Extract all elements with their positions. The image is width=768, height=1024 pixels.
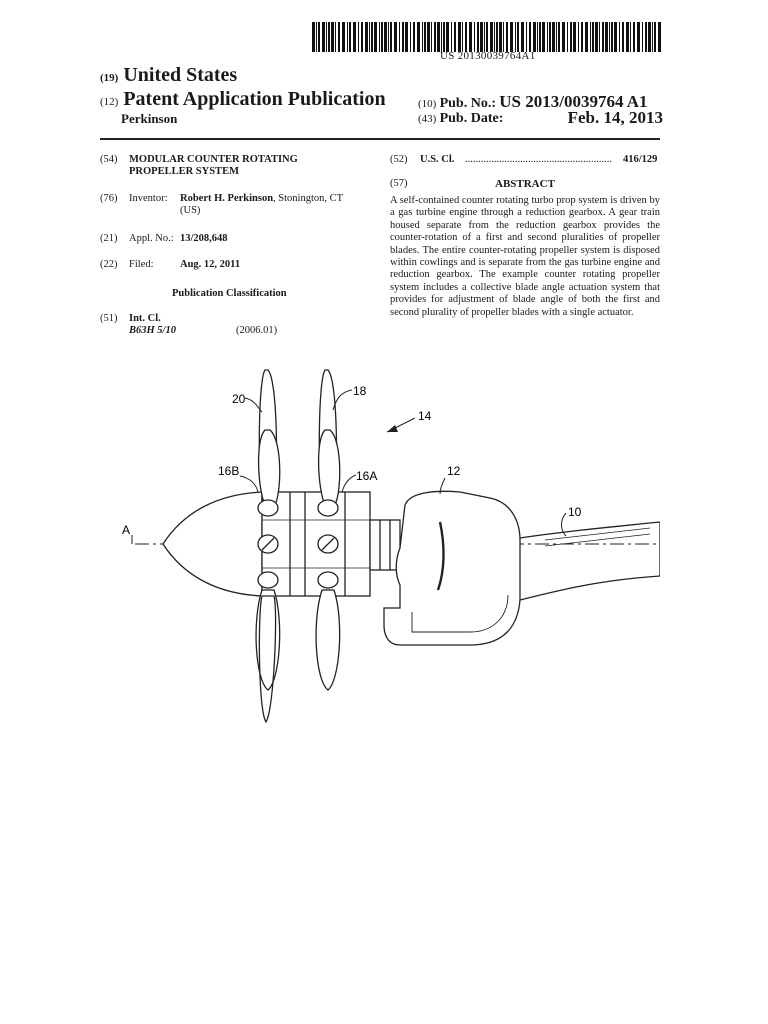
label-16B: 16B [218,464,240,478]
barcode-bar [402,22,404,52]
barcode-bar [658,22,661,52]
barcode-bar [484,22,485,52]
barcode-bar [619,22,620,52]
barcode-bar [342,22,345,52]
barcode-bar [338,22,340,52]
label-10: 10 [568,505,582,519]
barcode-bar [537,22,538,52]
barcode-bar [645,22,647,52]
pubno-value: US 2013/0039764 A1 [499,92,648,111]
barcode-bar [605,22,608,52]
barcode-bar [312,22,315,52]
barcode-bar [630,22,631,52]
barcode-bar [486,22,488,52]
barcode [312,22,662,52]
title-line-2: PROPELLER SYSTEM [129,166,239,177]
barcode-bar [384,22,387,52]
title-code: (54) [100,154,118,165]
barcode-bar [562,22,565,52]
inventor-code: (76) [100,193,118,204]
barcode-bar [326,22,327,52]
barcode-bar [437,22,440,52]
uscl-code: (52) [390,154,408,165]
author: Perkinson [121,111,178,126]
barcode-bar [542,22,545,52]
barcode-bar [458,22,461,52]
barcode-bar [480,22,483,52]
barcode-bar [549,22,551,52]
barcode-bar [642,22,643,52]
barcode-bar [405,22,408,52]
label-14: 14 [418,409,432,423]
barcode-bar [654,22,656,52]
uscl-dots: ........................................................ [465,154,612,165]
barcode-bar [388,22,389,52]
barcode-bar [394,22,397,52]
barcode-bar [441,22,442,52]
header-divider [100,138,660,140]
inventor-name: Robert H. Perkinson [180,193,274,204]
barcode-bar [592,22,594,52]
barcode-bar [361,22,363,52]
barcode-bar [417,22,420,52]
barcode-bar [599,22,600,52]
barcode-bar [413,22,415,52]
barcode-bar [443,22,445,52]
barcode-bar [626,22,629,52]
appl-label: Appl. No.: [129,233,174,244]
inventor-line [180,193,343,205]
barcode-bar [427,22,430,52]
intcl-year: (2006.01) [236,325,278,336]
barcode-bar [614,22,617,52]
barcode-bar [469,22,472,52]
filed-value: Aug. 12, 2011 [180,259,241,270]
barcode-bar [570,22,572,52]
pubdate-label: Pub. Date: [439,111,504,126]
filed-code: (22) [100,259,118,270]
barcode-bar [611,22,613,52]
barcode-bar [422,22,423,52]
barcode-bar [652,22,653,52]
barcode-bar [539,22,541,52]
barcode-bar [648,22,651,52]
intcl-label: Int. Cl. [129,313,161,324]
barcode-bar [533,22,536,52]
pubno-code: (10) [418,98,437,110]
barcode-bar [462,22,463,52]
pubno-label: Pub. No.: [439,96,496,111]
barcode-bar [379,22,380,52]
barcode-bar [526,22,527,52]
barcode-bar [595,22,598,52]
barcode-bar [451,22,452,52]
barcode-bar [552,22,555,52]
barcode-bar [556,22,557,52]
barcode-bar [328,22,330,52]
barcode-bar [454,22,456,52]
barcode-bar [521,22,524,52]
title-line-1: MODULAR COUNTER ROTATING [129,154,298,165]
barcode-bar [331,22,334,52]
barcode-bar [465,22,467,52]
barcode-bar [381,22,383,52]
barcode-bar [390,22,392,52]
country-line [100,64,237,87]
barcode-bar [637,22,640,52]
pubdate-value: Feb. 14, 2013 [567,108,663,127]
abstract-text: A self-contained counter rotating turbo prop system is driven by a gas turbine engine through a reduction gearbox. A gear train housed separate from the reduction gearbox provides the counter-rotation of a first and second pluralities of propeller blades. The entire counter-rotating propeller system is disposed within cowlings and is separate from the gas turbine engine and reduction gearbox. The example counter rotating propeller system includes a collective blade angle actuation system that provides for adjustment of blade angle of both the first and second plurality of propeller blades with a single actuator. [390,195,660,318]
inventor-label: Inventor: [129,193,168,204]
publication-type: Patent Application Publication [123,88,386,110]
barcode-bar [365,22,368,52]
barcode-bar [558,22,560,52]
barcode-bar [510,22,513,52]
barcode-bar [515,22,516,52]
barcode-bar [434,22,436,52]
barcode-bar [490,22,493,52]
pubtype-code: (12) [100,96,119,108]
barcode-bar [503,22,504,52]
filed-label: Filed: [129,259,154,270]
barcode-bar [431,22,432,52]
abstract-title: ABSTRACT [495,178,555,190]
intcl-code: (51) [100,313,118,324]
patent-drawing [100,360,660,730]
barcode-bar [335,22,336,52]
barcode-bar [506,22,508,52]
barcode-bar [496,22,498,52]
barcode-bar [424,22,426,52]
barcode-bar [499,22,502,52]
barcode-bar [609,22,610,52]
barcode-bar [590,22,591,52]
barcode-bar [494,22,495,52]
country-code: (19) [100,72,119,84]
barcode-bar [529,22,531,52]
publication-type-line [100,88,386,111]
barcode-bar [474,22,475,52]
appl-value: 13/208,648 [180,233,228,244]
pubdate-code: (43) [418,113,437,125]
inventor-location: , Stonington, CT [273,193,344,204]
uscl-label: U.S. Cl. [420,154,455,165]
barcode-bar [399,22,400,52]
barcode-bar [318,22,320,52]
barcode-bar [358,22,359,52]
barcode-bar [410,22,411,52]
barcode-bar [371,22,373,52]
intcl-class: B63H 5/10 [129,325,176,336]
barcode-bar [322,22,325,52]
pub-date-line [418,110,663,127]
barcode-bar [547,22,548,52]
barcode-bar [374,22,377,52]
barcode-bar [573,22,576,52]
barcode-bar [517,22,519,52]
barcode-bar [567,22,568,52]
barcode-number: US 20130039764A1 [440,50,536,62]
abstract-code: (57) [390,178,408,189]
label-A: A [122,523,131,537]
barcode-bar [349,22,351,52]
inventor-country: (US) [180,205,201,216]
barcode-bar [581,22,583,52]
country: United States [123,64,238,86]
label-20: 20 [232,392,246,406]
barcode-bar [622,22,624,52]
pubclass-heading: Publication Classification [172,288,287,299]
label-16A: 16A [356,469,378,483]
barcode-bar [316,22,317,52]
barcode-bar [585,22,588,52]
label-12: 12 [447,464,461,478]
barcode-bar [446,22,449,52]
uscl-value: 416/129 [623,154,658,165]
barcode-bar [477,22,479,52]
barcode-bar [369,22,370,52]
barcode-bar [602,22,604,52]
barcode-bar [347,22,348,52]
barcode-bar [633,22,635,52]
label-18: 18 [353,384,367,398]
barcode-bar [578,22,579,52]
appl-code: (21) [100,233,118,244]
barcode-bar [353,22,356,52]
